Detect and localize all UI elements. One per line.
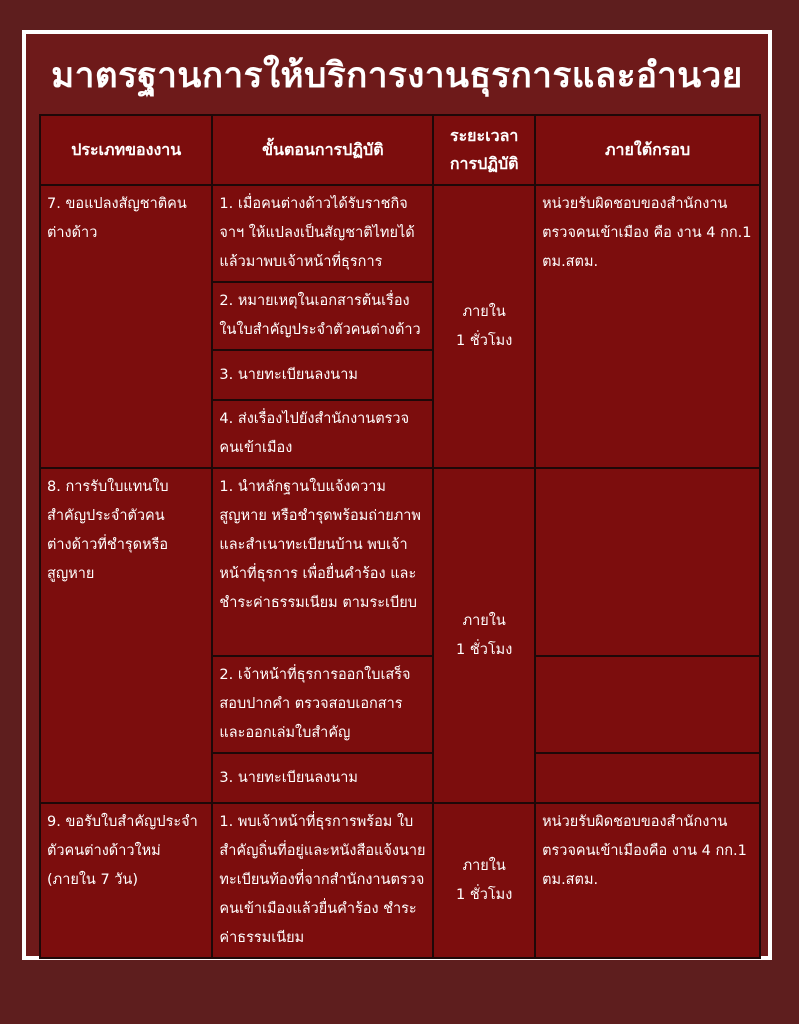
table-header-row bbox=[40, 115, 760, 185]
header-duration bbox=[433, 115, 535, 185]
row9-framework: หน่วยรับผิดชอบของสำนักงานตรวจคนเข้าเมืองคือ งาน 4 กก.1 ตม.สตม. bbox=[535, 803, 760, 958]
row9-duration-line2: 1 ชั่วโมง bbox=[456, 886, 513, 903]
row7-framework: หน่วยรับผิดชอบของสำนักงานตรวจคนเข้าเมือง คือ งาน 4 กก.1 ตม.สตม. bbox=[535, 185, 760, 468]
row8-duration-line2: 1 ชั่วโมง bbox=[456, 641, 513, 658]
row8-framework bbox=[535, 468, 760, 656]
row9-step1: 1. พบเจ้าหน้าที่ธุรการพร้อม ใบสำคัญถิ่นที่อยู่และหนังสือแจ้งนายทะเบียนท้องที่จากสำนักงานตรวจคนเข้าเมืองแล้วยื่นคำร้อง ชำระค่าธรรมเนียม bbox=[212, 803, 433, 958]
page-title: มาตรฐานการให้บริการงานธุรการและอำนวย bbox=[51, 56, 743, 96]
row9-duration bbox=[433, 803, 535, 958]
table-row bbox=[40, 185, 760, 282]
row9-type: 9. ขอรับใบสำคัญประจำตัวคนต่างด้าวใหม่ (ภายใน 7 วัน) bbox=[40, 803, 212, 958]
row8-step2: 2. เจ้าหน้าที่ธุรการออกใบเสร็จ สอบปากคำ ตรวจสอบเอกสาร และออกเล่มใบสำคัญ bbox=[212, 656, 433, 753]
header-duration-line2: การปฏิบัติ bbox=[449, 154, 519, 173]
table-row bbox=[40, 803, 760, 958]
row8-framework-empty-3 bbox=[535, 753, 760, 803]
row7-duration-line2: 1 ชั่วโมง bbox=[456, 332, 513, 349]
row7-step4: 4. ส่งเรื่องไปยังสำนักงานตรวจคนเข้าเมือง bbox=[212, 400, 433, 468]
row9-duration-line1: ภายใน bbox=[462, 857, 506, 874]
header-framework: ภายใต้กรอบ bbox=[535, 115, 760, 185]
service-standard-table bbox=[39, 114, 761, 959]
header-duration-line1: ระยะเวลา bbox=[449, 126, 519, 145]
header-type: ประเภทของงาน bbox=[40, 115, 212, 185]
row7-duration-line1: ภายใน bbox=[462, 303, 506, 320]
row8-step1: 1. นำหลักฐานใบแจ้งความสูญหาย หรือชำรุดพร้อมถ่ายภาพ และสำเนาทะเบียนบ้าน พบเจ้าหน้าที่ธุรการ เพื่อยื่นคำร้อง และชำระค่าธรรมเนียม ตามระเบียบ bbox=[212, 468, 433, 656]
header-steps: ขั้นตอนการปฏิบัติ bbox=[212, 115, 433, 185]
row8-duration-line1: ภายใน bbox=[462, 612, 506, 629]
row8-framework-empty-2 bbox=[535, 656, 760, 753]
row7-step3: 3. นายทะเบียนลงนาม bbox=[212, 350, 433, 400]
table-row bbox=[40, 468, 760, 656]
row8-type: 8. การรับใบแทนใบสำคัญประจำตัวคนต่างด้าวที่ชำรุดหรือสูญหาย bbox=[40, 468, 212, 803]
row7-step1: 1. เมื่อคนต่างด้าวได้รับราชกิจจาฯ ให้แปลงเป็นสัญชาติไทยได้แล้วมาพบเจ้าหน้าที่ธุรการ bbox=[212, 185, 433, 282]
row7-type: 7. ขอแปลงสัญชาติคนต่างด้าว bbox=[40, 185, 212, 468]
row7-duration bbox=[433, 185, 535, 468]
row8-step3: 3. นายทะเบียนลงนาม bbox=[212, 753, 433, 803]
row8-duration bbox=[433, 468, 535, 803]
row7-step2: 2. หมายเหตุในเอกสารต้นเรื่องในใบสำคัญประจำตัวคนต่างด้าว bbox=[212, 282, 433, 350]
poster-frame bbox=[22, 30, 772, 960]
